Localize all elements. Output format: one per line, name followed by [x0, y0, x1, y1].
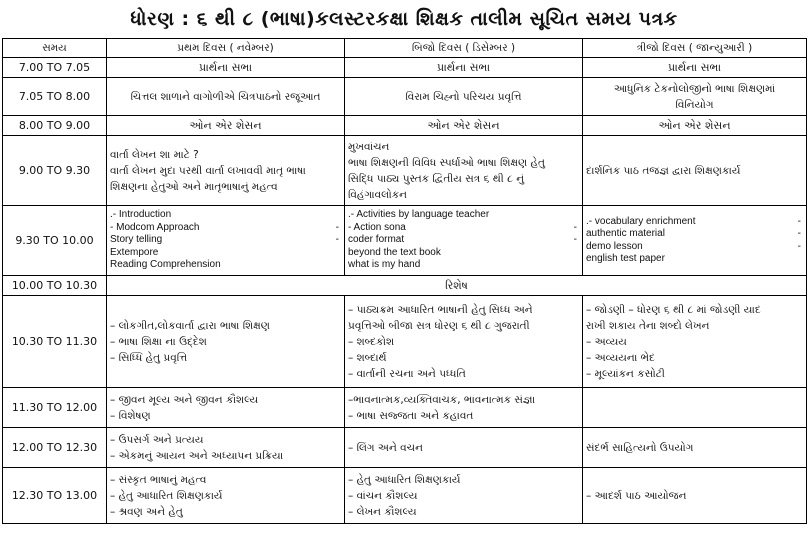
cell-line: – લોકગીત,લોકવાર્તા દ્વારા ભાષા શિક્ષણ — [110, 319, 270, 332]
schedule-table — [2, 38, 807, 524]
header-day3: ત્રીજો દિવસ ( જાન્યુઆરી ) — [583, 39, 807, 58]
cell-line — [348, 259, 579, 272]
cell-text: english test paper — [586, 253, 665, 264]
cell-text: Extempore — [110, 246, 159, 258]
cell-line: વિહંગાવલોકન — [348, 188, 407, 201]
time-cell: 8.00 TO 9.00 — [3, 116, 107, 136]
table-row — [3, 428, 807, 468]
day2-cell — [345, 468, 583, 524]
cell-line — [348, 234, 579, 247]
table-row — [3, 296, 807, 388]
on-air-cell: ઓન એર શેસન — [583, 116, 807, 136]
cell-text: .- vocabulary enrichment — [586, 215, 696, 227]
cell-line: – જીવન મૂલ્ય અને જીવન કૌશલ્ય — [110, 393, 259, 406]
cell-line: – શબ્દાર્થ — [348, 351, 387, 364]
day3-cell — [583, 428, 807, 468]
cell-line — [348, 222, 579, 235]
cell-line — [586, 228, 803, 241]
cell-line: – સંસ્કૃત ભાષાનું મહત્વ — [110, 473, 207, 486]
time-cell: 10.00 TO 10.30 — [3, 276, 107, 296]
time-cell: 7.00 TO 7.05 — [3, 58, 107, 78]
on-air-cell: ઓન એર શેસન — [345, 116, 583, 136]
dash-mark: - — [797, 240, 801, 252]
day1-cell — [107, 428, 345, 468]
cell-line — [586, 253, 803, 266]
dash-mark: - — [335, 221, 339, 233]
time-cell: 11.30 TO 12.00 — [3, 388, 107, 428]
cell-line: ભાષા શિક્ષણની વિવિધ સ્પર્ધાઓ ભાષા શિક્ષણ હેતુ — [348, 156, 545, 169]
time-cell: 9.30 TO 10.00 — [3, 206, 107, 276]
day2-cell — [345, 78, 583, 116]
day1-cell — [107, 206, 345, 276]
cell-line: વિરામ ચિહ્નો પરિચય પ્રવૃત્તિ — [405, 90, 522, 103]
day1-cell — [107, 136, 345, 206]
dash-mark: - — [335, 234, 339, 246]
header-day1: પ્રથમ દિવસ ( નવેમ્બર) — [107, 39, 345, 58]
cell-line: – વાર્તાની રચના અને પધ્ધતિ — [348, 367, 466, 380]
table-row — [3, 206, 807, 276]
cell-line: સિદ્ધિ પાઠ્ય પુસ્તક દ્વિતીય સત્ર ૬ થી ૮ નું — [348, 172, 525, 185]
cell-line: – લેખન કૌશલ્ય — [348, 505, 417, 518]
cell-line: આધુનિક ટેકનોલોજીનો ભાષા શિક્ષણમાં — [613, 82, 776, 95]
cell-line — [110, 234, 341, 247]
day2-cell — [345, 136, 583, 206]
time-cell: 7.05 TO 8.00 — [3, 78, 107, 116]
cell-line: – વિશેષણ — [110, 409, 151, 422]
cell-text: - Modcom Approach — [110, 221, 200, 233]
cell-line: દાર્શનિક પાઠ તજજ્ઞ દ્વારા શિક્ષણકાર્ય — [586, 164, 741, 177]
cell-line — [348, 209, 579, 222]
cell-line: વાર્તા લેખન શા માટે ? — [110, 148, 199, 161]
prayer-cell: પ્રાર્થના સભા — [107, 58, 345, 78]
cell-line: –ભાવનાત્મક,વ્યક્તિવાચક, ભાવનાત્મક સંજ્ઞા — [348, 393, 536, 406]
time-cell: 12.30 TO 13.00 — [3, 468, 107, 524]
day3-cell — [583, 388, 807, 428]
cell-text: .- Introduction — [110, 209, 172, 221]
cell-line: વિનિયોગ — [675, 98, 714, 111]
dash-mark: - — [573, 221, 577, 233]
header-day2: બિજો દિવસ ( ડિસેમ્બર ) — [345, 39, 583, 58]
cell-line: – શ્રવણ અને હેતુ — [110, 505, 183, 518]
cell-line — [586, 216, 803, 229]
table-row — [3, 388, 807, 428]
cell-line — [110, 259, 341, 272]
cell-line: – અવ્યય — [586, 335, 627, 348]
cell-line — [110, 209, 341, 222]
table-row — [3, 58, 807, 78]
table-row — [3, 468, 807, 524]
cell-line — [586, 241, 803, 254]
day1-cell — [107, 296, 345, 388]
day2-cell — [345, 428, 583, 468]
day1-cell — [107, 468, 345, 524]
cell-text: coder format — [348, 234, 405, 246]
cell-line: મુખવાંચન — [348, 140, 390, 153]
cell-line: – હેતુ આધારિત શિક્ષણકાર્ય — [348, 473, 461, 486]
prayer-cell: પ્રાર્થના સભા — [583, 58, 807, 78]
cell-text: .- Activities by language teacher — [348, 209, 490, 221]
time-cell: 12.00 TO 12.30 — [3, 428, 107, 468]
dash-mark: - — [797, 228, 801, 239]
time-cell: 10.30 TO 11.30 — [3, 296, 107, 388]
day3-cell — [583, 468, 807, 524]
dash-mark: - — [797, 215, 801, 227]
on-air-cell: ઓન એર શેસન — [107, 116, 345, 136]
cell-line — [110, 222, 341, 235]
day3-cell — [583, 296, 807, 388]
cell-line: – ભાષા શિક્ષા ના ઉદ્દેશ — [110, 335, 207, 348]
cell-text: Story telling — [110, 234, 163, 246]
day2-cell — [345, 296, 583, 388]
cell-line: – ભાષા સજ્જતા અને કહાવત — [348, 409, 474, 422]
page-title: ધોરણ : ૬ થી ૮ (ભાષા)કલસ્ટરકક્ષા શિક્ષક તાલીમ સૂચિત સમય પત્રક — [130, 8, 678, 30]
table-row — [3, 116, 807, 136]
cell-line: – હેતુ આધારિત શિક્ષણકાર્ય — [110, 489, 223, 502]
cell-line: – એકમનું આયન અને અધ્યાપન પ્રક્રિયા — [110, 449, 284, 462]
day2-cell — [345, 206, 583, 276]
cell-line: – શબ્દકોશ — [348, 335, 395, 348]
cell-text: Reading Comprehension — [110, 259, 221, 271]
header-row — [3, 39, 807, 58]
cell-text: beyond the text book — [348, 246, 441, 258]
table-row — [3, 136, 807, 206]
cell-text: demo lesson — [586, 240, 643, 252]
day2-cell — [345, 388, 583, 428]
cell-text: - Action sona — [348, 221, 406, 233]
dash-mark: - — [573, 234, 577, 246]
recess-cell: રિશેષ — [107, 276, 807, 296]
cell-line: સંદર્ભ સાહિત્યનો ઉપયોગ — [586, 441, 694, 454]
day3-cell — [583, 206, 807, 276]
cell-line: – અવ્યયના ભેદ — [586, 351, 655, 364]
cell-line: ચિત્તલ શાળાને વાગોળીએ ચિત્રપાઠનો રજૂઆત — [130, 90, 321, 103]
day3-cell — [583, 78, 807, 116]
day1-cell — [107, 78, 345, 116]
cell-line: શિક્ષણના હેતુઓ અને માતૃભાષાનું મહત્વ — [110, 180, 278, 193]
cell-line: વાર્તા લેખન મુદા પરથી વાર્તા લખાવવી માતૃ ભાષા — [110, 164, 306, 177]
time-cell: 9.00 TO 9.30 — [3, 136, 107, 206]
cell-line: – વાંચન કૌશલ્ય — [348, 489, 418, 502]
cell-line: રાખી શકાય તેના શબ્દો લેખન — [586, 319, 710, 332]
day3-cell — [583, 136, 807, 206]
cell-line: – સિધ્ધિ હેતુ પ્રવૃત્તિ — [110, 351, 188, 364]
table-row — [3, 78, 807, 116]
cell-line — [348, 247, 579, 260]
cell-line: – મૂલ્યાંકન કસોટી — [586, 367, 665, 380]
cell-text: what is my hand — [348, 259, 421, 271]
cell-line: – ઉપસર્ગ અને પ્રત્યય — [110, 433, 204, 446]
cell-line: – આદર્શ પાઠ આયોજન — [586, 489, 687, 502]
cell-line: પ્રવૃત્તિઓ બીજા સત્ર ધોરણ ૬ થી ૮ ગુજરાતી — [348, 319, 530, 332]
cell-line: – લિંગ અને વચન — [348, 441, 423, 454]
cell-text: authentic material — [586, 228, 665, 239]
table-row — [3, 276, 807, 296]
cell-line — [110, 247, 341, 260]
cell-line: – જોડણી – ધોરણ ૬ થી ૮ માં જોડણી યાદ — [586, 303, 761, 316]
cell-line: – પાઠ્યક્રમ આધારિત ભાષાની હેતુ સિધ્ધ અને — [348, 303, 533, 316]
day1-cell — [107, 388, 345, 428]
prayer-cell: પ્રાર્થના સભા — [345, 58, 583, 78]
header-time: સમય — [3, 39, 107, 58]
